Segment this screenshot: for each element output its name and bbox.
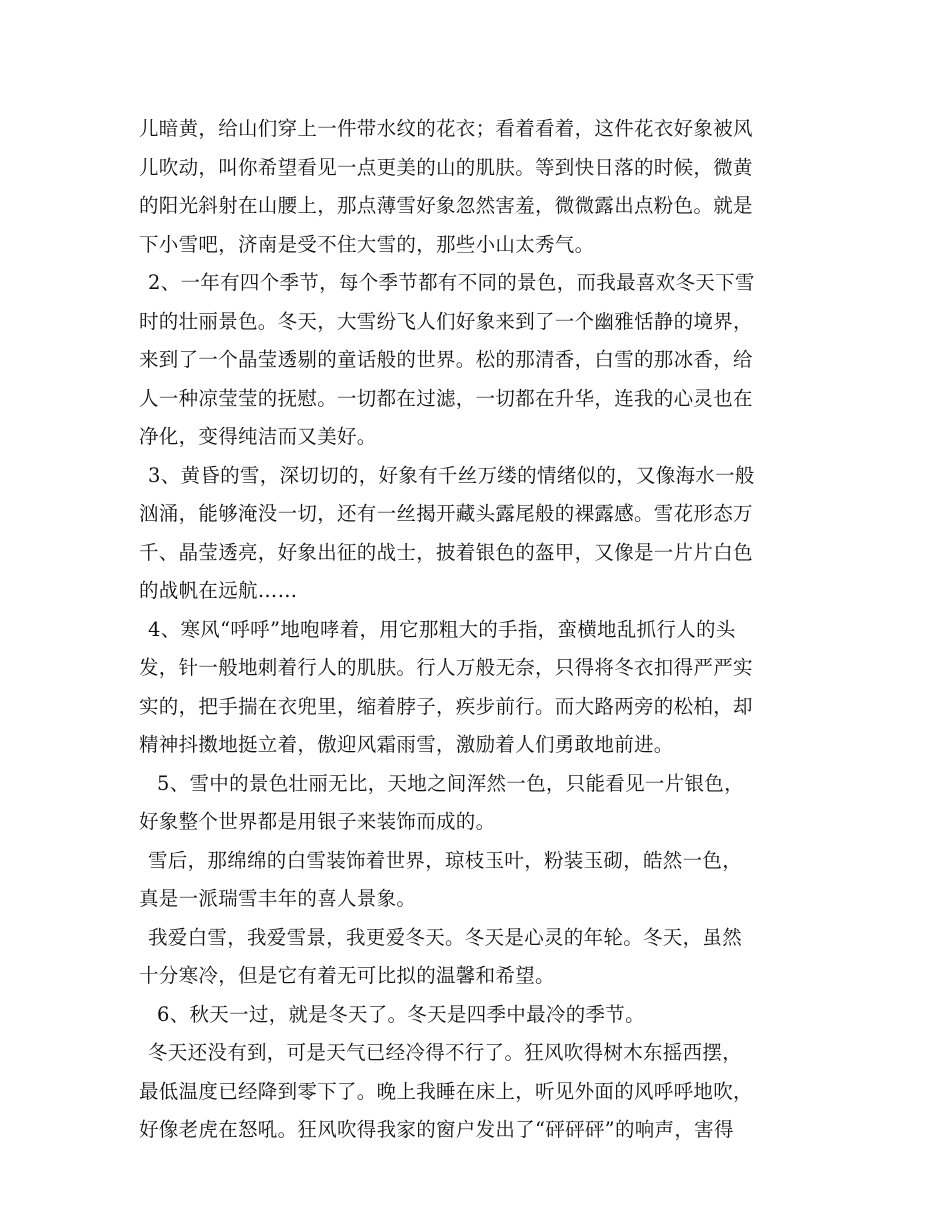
text-line: 千、晶莹透亮，好象出征的战士，披着银色的盔甲，又像是一片片白色 (139, 540, 753, 564)
text-line: 的阳光斜射在山腰上，那点薄雪好象忽然害羞，微微露出点粉色。就是 (139, 194, 753, 217)
text-line: 最低温度已经降到零下了。晚上我睡在床上，听见外面的风呼呼地吹， (139, 1079, 753, 1103)
text-line: 我爱白雪，我爱雪景，我更爱冬天。冬天是心灵的年轮。冬天，虽然 (148, 925, 743, 949)
text-line: 下小雪吧，济南是受不住大雪的，那些小山太秀气。 (139, 232, 595, 256)
text-line: 4、寒风“呼呼”地咆哮着，用它那粗大的手指，蛮横地乱抓行人的头 (148, 617, 736, 641)
text-line: 冬天还没有到，可是天气已经冷得不行了。狂风吹得树木东摇西摆， (148, 1041, 743, 1064)
text-line: 3、黄昏的雪，深切切的，好象有千丝万缕的情绪似的，又像海水一般 (148, 463, 755, 487)
text-line: 实的，把手揣在衣兜里，缩着脖子，疾步前行。而大路两旁的松柏，却 (139, 694, 753, 718)
text-line: 儿吹动，叫你希望看见一点更美的山的肌肤。等到快日落的时候，微黄 (139, 155, 753, 179)
text-line: 5、雪中的景色壮丽无比，天地之间浑然一色，只能看见一片银色， (157, 771, 744, 795)
text-line: 好象整个世界都是用银子来装饰而成的。 (139, 810, 496, 833)
text-line: 来到了一个晶莹透剔的童话般的世界。松的那清香，白雪的那冰香，给 (139, 348, 753, 371)
text-line: 汹涌，能够淹没一切，还有一丝揭开藏头露尾般的裸露感。雪花形态万 (139, 502, 753, 525)
text-line: 儿暗黄，给山们穿上一件带水纹的花衣；看着看着，这件花衣好象被风 (139, 117, 753, 140)
text-line: 真是一派瑞雪丰年的喜人景象。 (139, 887, 417, 910)
text-line: 的战帆在远航…… (139, 579, 298, 602)
text-line: 精神抖擞地挺立着，傲迎风霜雨雪，激励着人们勇敢地前进。 (139, 733, 674, 756)
text-line: 十分寒冷，但是它有着无可比拟的温馨和希望。 (139, 964, 555, 987)
text-line: 发，针一般地刺着行人的肌肤。行人万般无奈，只得将冬衣扣得严严实 (139, 656, 753, 679)
text-line: 好像老虎在怒吼。狂风吹得我家的窗户发出了“砰砰砰”的响声，害得 (139, 1118, 734, 1141)
text-line: 雪后，那绵绵的白雪装饰着世界，琼枝玉叶，粉装玉砌，皓然一色， (148, 848, 743, 872)
text-line: 净化，变得纯洁而又美好。 (139, 425, 377, 448)
text-line: 时的壮丽景色。冬天，大雪纷飞人们好象来到了一个幽雅恬静的境界， (139, 309, 753, 333)
text-line: 6、秋天一过，就是冬天了。冬天是四季中最冷的季节。 (157, 1002, 645, 1026)
document-body (139, 110, 819, 1150)
text-line: 人一种凉莹莹的抚慰。一切都在过滤，一切都在升华，连我的心灵也在 (139, 386, 753, 410)
text-line: 2、一年有四个季节，每个季节都有不同的景色，而我最喜欢冬天下雪 (148, 271, 755, 294)
